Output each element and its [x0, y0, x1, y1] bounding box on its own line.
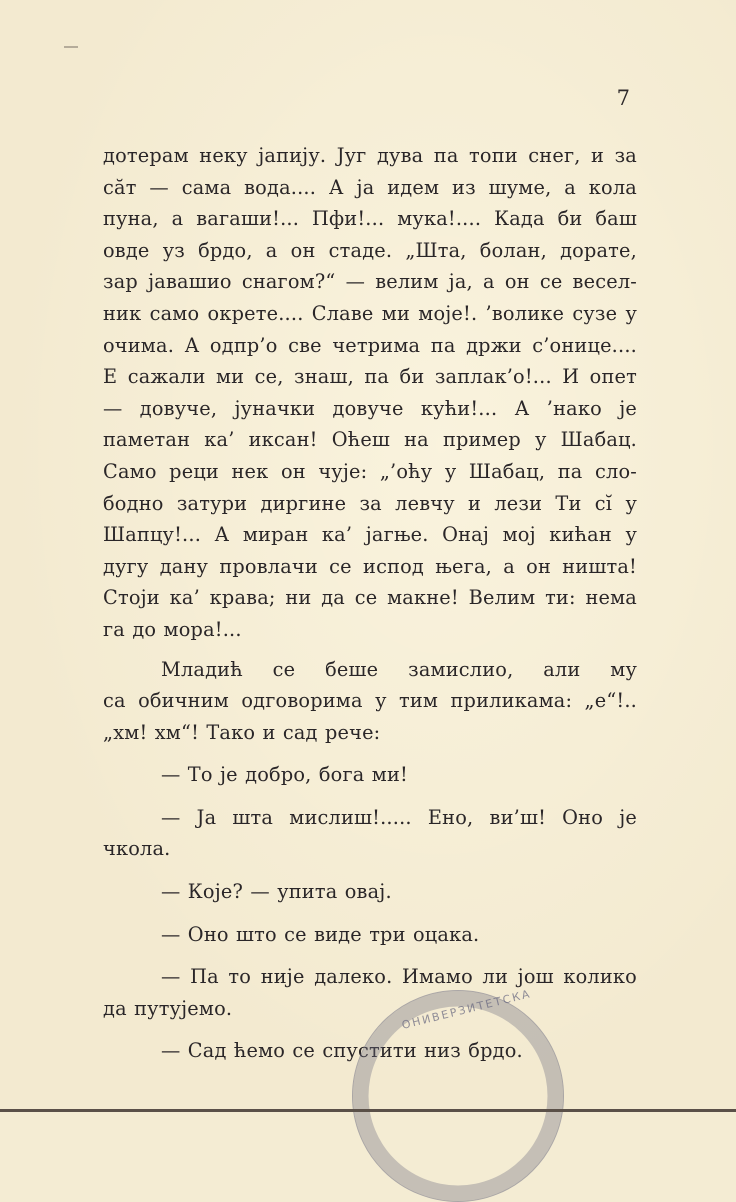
paragraph-line: са обичним одговорима у тим приликама: „е“!..	[103, 689, 637, 713]
body-text	[103, 140, 637, 1067]
text-line: га до мора!...	[103, 617, 242, 641]
dialogue-line: — Које? — упита овај.	[161, 880, 392, 904]
dialogue-line: — То је добро, бога ми!	[161, 763, 408, 787]
text-line: сăт — сама вода.... А ја идем из шуме, а кола	[103, 175, 637, 199]
text-line: — довуче, јуначки довуче кући!... А ’нако је	[103, 396, 637, 420]
library-stamp-text: ОНИВЕРЗИТЕТСКА	[400, 987, 533, 1032]
page-number: 7	[616, 86, 630, 110]
text-line: дотерам неку јапију. Југ дува па топи снег, и за	[103, 144, 637, 167]
dialogue-line: да путујемо.	[103, 996, 233, 1020]
margin-mark	[64, 46, 78, 48]
text-line: паметан ка’ иксан! Оћеш на пример у Шабац.	[103, 428, 637, 452]
text-line: Стоји ка’ крава; ни да се макне! Велим ти: нема	[103, 586, 637, 610]
dialogue-line: чкола.	[103, 837, 171, 861]
text-line: Е сажали ми се, знаш, па би заплак’о!... И опет	[103, 365, 637, 389]
text-line: Шапцу!... А миран ка’ јагње. Онај мој кићан у	[103, 523, 637, 547]
text-line: зар јавашио снагом?“ — велим ја, а он се весел-	[103, 270, 637, 294]
dialogue-line: — Па то није далеко. Имамо ли још колико	[161, 965, 637, 989]
text-line: ник само окрете.... Славе ми моје!. ’волике сузе у	[103, 301, 637, 325]
library-stamp	[352, 990, 564, 1202]
text-line: пуна, а вагаши!... Пфи!... мука!.... Када би баш	[103, 207, 637, 231]
text-line: очима. А одпр’о све четрима па држи с’онице....	[103, 333, 637, 357]
paragraph-line: „хм! хм“! Тако и сад рече:	[103, 720, 381, 744]
paragraph-line: Младић се беше замислио, али му	[161, 657, 637, 681]
text-line: дугу дану провлачи се испод њега, а он ништа!	[103, 554, 637, 578]
text-line: овде уз брдо, а он стаде. „Шта, болан, дорате,	[103, 238, 637, 262]
dialogue-line: — Ја шта мислиш!..... Ено, ви’ш! Оно је	[161, 805, 637, 829]
dialogue-line: — Сад ћемо се спустити низ брдо.	[161, 1039, 523, 1063]
text-line: бодно затури диргине за левчу и лези Ти сĭ у	[103, 491, 637, 515]
text-line: Само реци нек он чује: „’оћу у Шабац, па сло-	[103, 459, 637, 483]
dialogue-line: — Оно што се виде три оцака.	[161, 922, 480, 946]
